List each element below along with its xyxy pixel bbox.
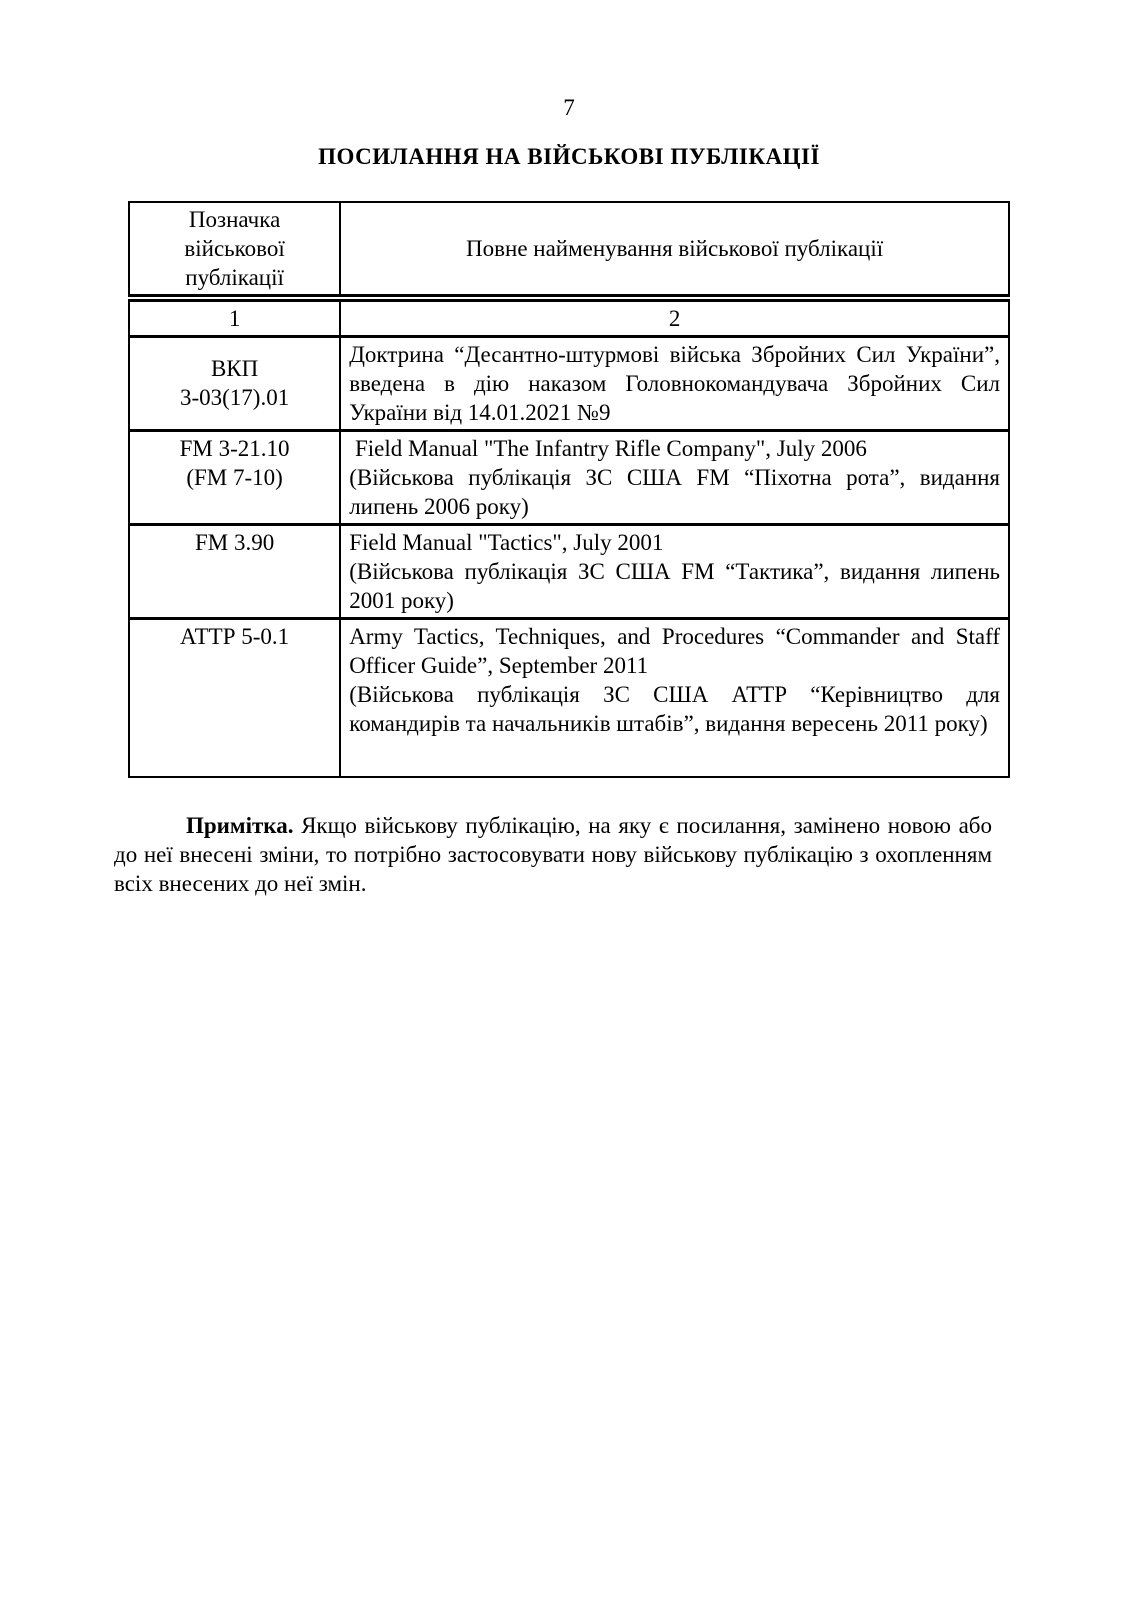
description-cell [340,525,1009,619]
designation-line: 3-03(17).01 [179,384,290,410]
publications-table [128,201,1010,778]
column-number-1: 1 [129,298,340,337]
column-number-2: 2 [340,298,1009,337]
description-paragraph: (Військова публікація ЗС США FM “Тактика”, видання липень 2001 року) [349,559,1000,613]
description-cell [340,337,1009,431]
designation-line: (FM 7-10) [186,465,283,490]
description-cell [340,619,1009,777]
table-row-attp [129,619,1009,777]
table-row-vkp [129,337,1009,431]
description-paragraph: Доктрина “Десантно-штурмові війська Збройних Сил України”, введена в дію наказом Головнокомандувача Збройних Сил України від 14.01.2021 №9 [349,342,1000,425]
note-label: Примітка. [186,812,294,838]
designation-cell [129,525,340,619]
table-header-row [129,202,1009,298]
description-cell [340,431,1009,525]
header-cell-designation: Позначка військової публікації [129,202,340,298]
page-title: ПОСИЛАННЯ НА ВІЙСЬКОВІ ПУБЛІКАЦІЇ [318,144,820,169]
table-row-fm-3-21-10 [129,431,1009,525]
description-paragraph: Field Manual "Tactics", July 2001 [349,530,664,555]
designation-cell [129,431,340,525]
header-cell-full-name: Повне найменування військової публікації [340,202,1009,298]
designation-cell [129,337,340,431]
note-spacer [293,813,301,838]
description-paragraph: (Військова публікація ЗС США FM “Піхотна рота”, видання липень 2006 року) [349,465,1000,519]
description-paragraph: Army Tactics, Techniques, and Procedures “Commander and Staff Officer Guide”, September 2011 [349,624,1000,678]
designation-line: FM 3-21.10 [179,436,290,461]
designation-line: ВКП [210,355,259,381]
page-number: 7 [563,95,575,120]
note-text: Якщо військову публікацію, на яку є посилання, замінено новою або до неї внесені зміни, то потрібно застосовувати нову військову публікацію з охопленням всіх внесених до неї змін. [114,812,993,896]
description-paragraph: (Військова публікація ЗС США АТТР “Керівництво для командирів та начальників штабів”, видання вересень 2011 року) [349,682,1000,736]
column-number-row [129,298,1009,337]
designation-line: FM 3.90 [194,530,275,555]
designation-cell [129,619,340,777]
designation-line: АТТР 5-0.1 [180,624,290,649]
note-paragraph [114,811,992,898]
table-row-fm-3-90 [129,525,1009,619]
description-paragraph: Field Manual "The Infantry Rifle Company", July 2006 [349,436,867,461]
